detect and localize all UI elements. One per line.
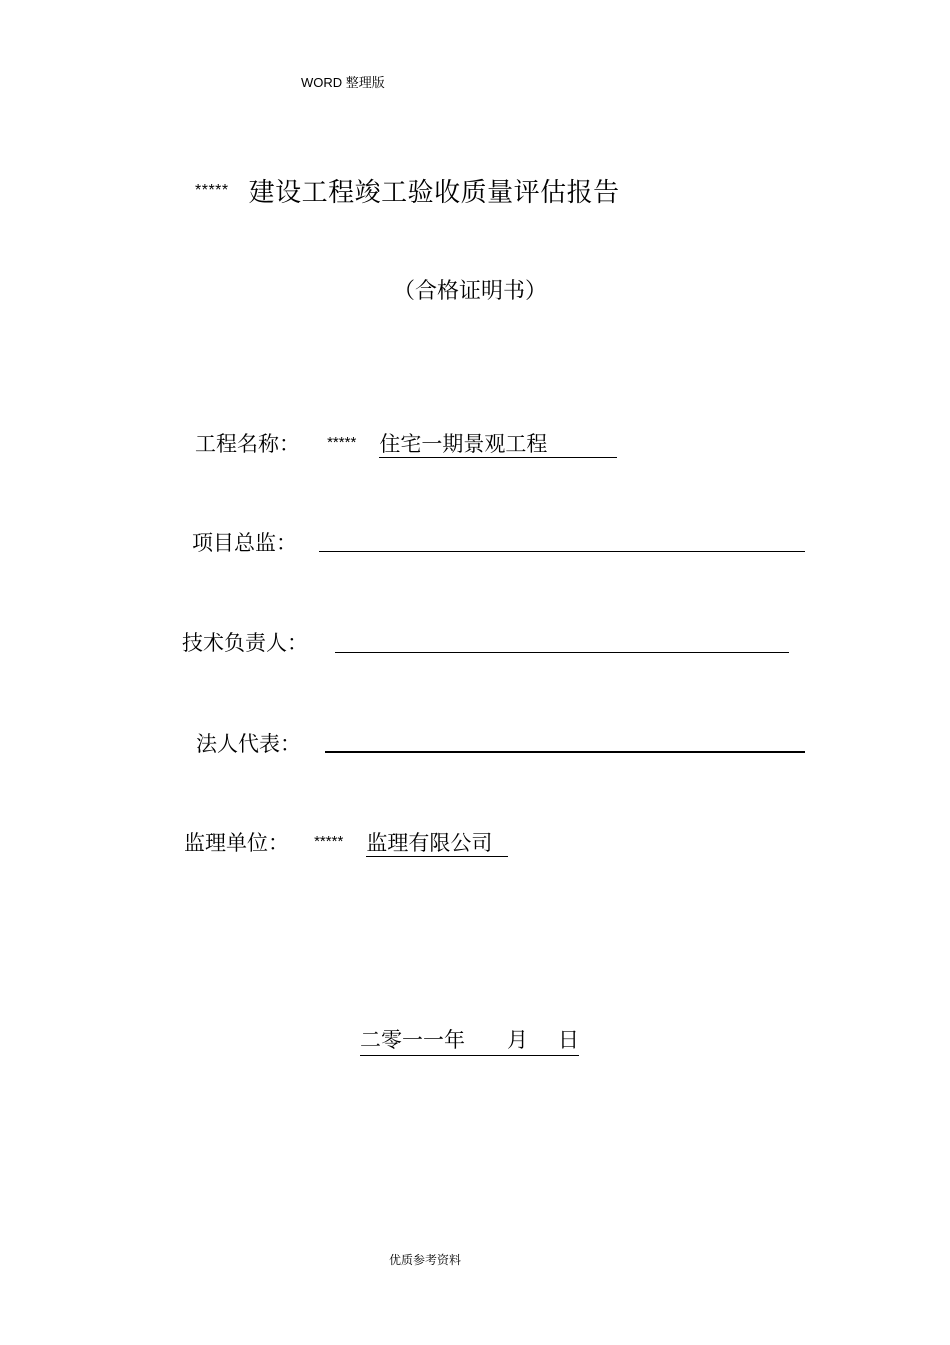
project-name-row	[195, 428, 617, 458]
date-year: 二零一一年	[360, 1028, 465, 1052]
supervision-unit-label: 监理单位：	[184, 831, 289, 855]
report-title	[195, 172, 620, 209]
technical-lead-field[interactable]	[335, 652, 789, 653]
document-header: WORD 整理版	[301, 75, 385, 90]
title-stars: *****	[195, 182, 229, 199]
chief-supervisor-label: 项目总监：	[192, 531, 297, 555]
legal-representative-label: 法人代表：	[196, 732, 301, 756]
supervision-unit-stars: *****	[314, 833, 344, 850]
report-subtitle: （合格证明书）	[393, 279, 548, 304]
date-day: 日	[558, 1028, 579, 1052]
supervision-unit-row	[184, 827, 508, 857]
document-footer: 优质参考资料	[389, 1253, 462, 1267]
title-text: 建设工程竣工验收质量评估报告	[248, 178, 620, 208]
supervision-unit-value[interactable]: 监理有限公司	[366, 831, 508, 857]
report-date[interactable]	[360, 1024, 579, 1056]
technical-lead-label: 技术负责人：	[182, 631, 308, 655]
legal-representative-field[interactable]	[325, 751, 805, 753]
project-name-label: 工程名称：	[195, 432, 300, 456]
date-month: 月	[507, 1028, 528, 1052]
project-name-stars: *****	[327, 434, 357, 451]
chief-supervisor-field[interactable]	[319, 551, 805, 552]
project-name-value[interactable]: 住宅一期景观工程	[379, 432, 617, 458]
